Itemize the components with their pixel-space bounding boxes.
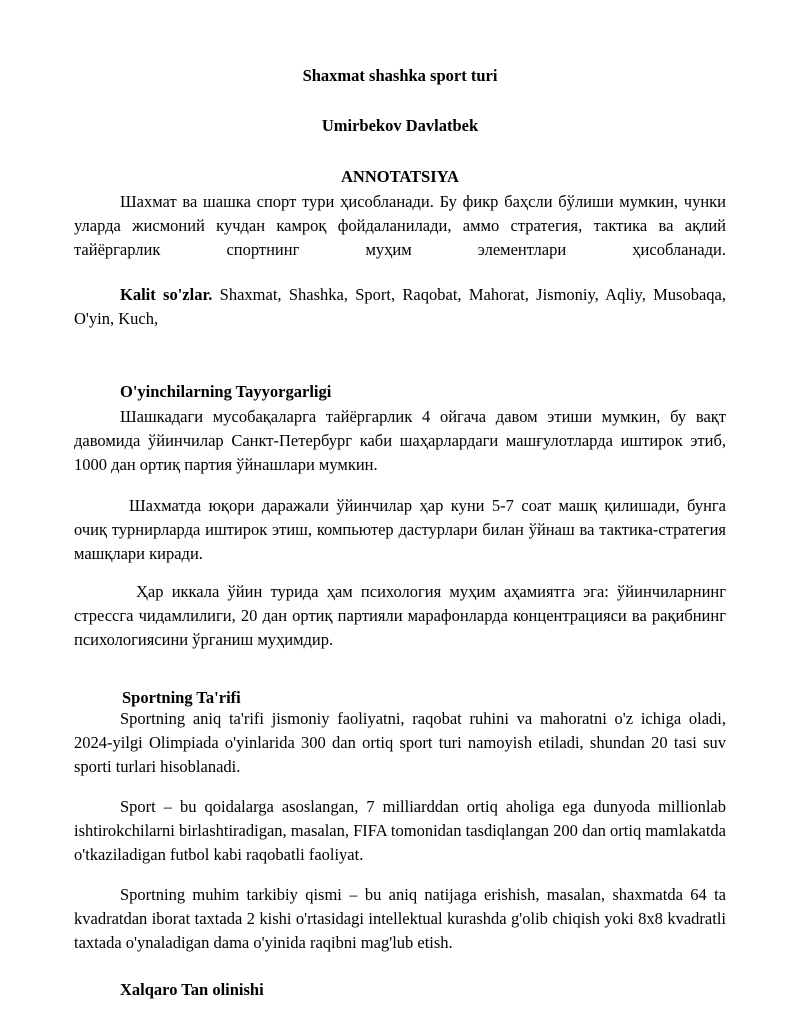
paragraph-preparation-1: Шашкадаги мусобақаларга тайёргарлик 4 ойгача давом этиши мумкин, бу вақт давомида ўйинчилар Санкт-Петербург каби шаҳарлардаги машғулотларда иштирок этиб, 1000 дан ортиқ партия ўйнашлари мумкин.: [74, 407, 726, 475]
paragraph-definition-2: Sport – bu qoidalarga asoslangan, 7 milliarddan ortiq aholiga ega dunyoda millionlab ishtirokchilarni birlashtiradigan, masalan, FIFA tomonidan tasdiqlangan 200 dan ortiq mamlakatda o'tkaziladigan futbol kabi raqobatli faoliyat.: [74, 797, 726, 865]
section-heading-definition: Sportning Ta'rifi: [122, 688, 241, 707]
paragraph-preparation-3: Ҳар иккала ўйин турида ҳам психология муҳим аҳамиятга эга: ўйинчиларнинг стрессга чидамлилиги, 20 дан ортиқ партияли марафонларда концентрацияси ва рақибнинг психологиясини ўрганиш муҳимдир.: [74, 582, 726, 650]
keywords-label: Kalit so'zlar.: [120, 285, 213, 304]
document-title: Shaxmat shashka sport turi: [302, 66, 498, 85]
author-name: Umirbekov Davlatbek: [321, 116, 479, 135]
paragraph-definition-3: Sportning muhim tarkibiy qismi – bu aniq natijaga erishish, masalan, shaxmatda 64 ta kvadratdan iborat taxtada 2 kishi o'rtasidagi intellektual kurashda g'olib chiqish yoki 8x8 kvadratli taxtada o'ynaladigan dama o'yinida raqibni mag'lub etish.: [74, 885, 726, 953]
abstract-heading: ANNOTATSIYA: [341, 167, 459, 186]
keywords-list: Shaxmat, Shashka, Sport, Raqobat, Mahorat, Jismoniy, Aqliy, Musobaqa, O'yin, Kuch,: [74, 285, 726, 329]
paragraph-definition-1: Sportning aniq ta'rifi jismoniy faoliyatni, raqobat ruhini va mahoratni o'z ichiga oladi, 2024-yilgi Olimpiada o'yinlarida 300 dan ortiq sport turi namoyish etiladi, shundan 20 tasi suv sporti turlari hisoblanadi.: [74, 709, 726, 777]
keywords-paragraph: [74, 283, 726, 331]
section-heading-recognition: Xalqaro Tan olinishi: [120, 980, 264, 999]
section-heading-preparation: O'yinchilarning Tayyorgarligi: [120, 382, 332, 401]
abstract-paragraph: Шахмат ва шашка спорт тури ҳисобланади. Бу фикр баҳсли бўлиши мумкин, чунки уларда жисмоний кучдан камроқ фойдаланилади, аммо стратегия, тактика ва ақлий тайёргарлик спортнинг муҳим элементлари ҳисобланади.: [74, 192, 726, 260]
paragraph-preparation-2: Шахматда юқори даражали ўйинчилар ҳар куни 5-7 соат машқ қилишади, бунга очиқ турнирларда иштирок этиш, компьютер дастурлари билан ўйнаш ва тактика-стратегия машқлари киради.: [74, 496, 726, 564]
